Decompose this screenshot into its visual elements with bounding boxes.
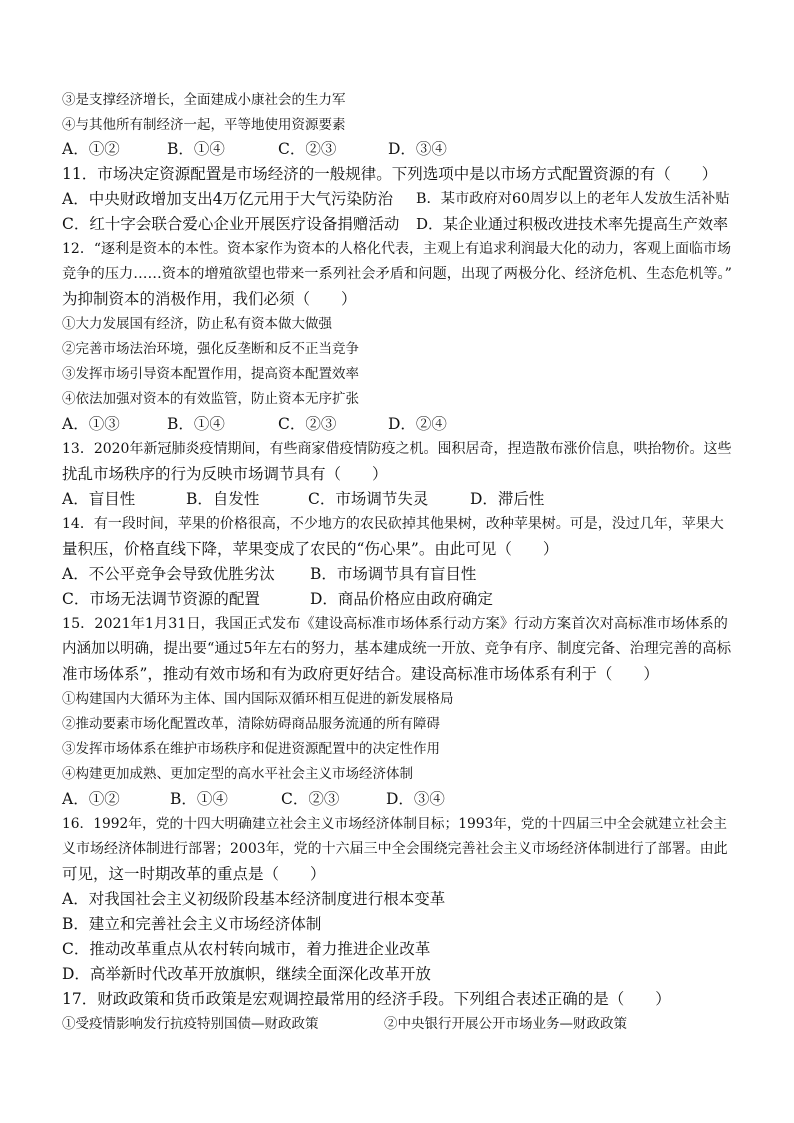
q16-option-b: B．建立和完善社会主义市场经济体制 bbox=[62, 915, 322, 933]
q11-options-row2 bbox=[62, 214, 742, 234]
q10-option-c: C．②③ bbox=[278, 140, 337, 158]
q12-statement-1: ①大力发展国有经济，防止私有资本做大做强 bbox=[62, 316, 332, 332]
q10-option-d: D．③④ bbox=[388, 140, 447, 158]
q16-stem-line3: 可见，这一时期改革的重点是（ ） bbox=[62, 865, 326, 883]
q16-option-a: A．对我国社会主义初级阶段基本经济制度进行根本变革 bbox=[62, 890, 446, 908]
q11-option-c: C．红十字会联合爱心企业开展医疗设备捐赠活动 bbox=[62, 215, 400, 233]
q12-statement-3: ③发挥市场引导资本配置作用，提高资本配置效率 bbox=[62, 366, 359, 382]
q12-stem-line2: 竞争的压力……资本的增殖欲望也带来一系列社会矛盾和问题，出现了两极分化、经济危机、生态危机等。” bbox=[62, 266, 732, 282]
q12-option-d: D．②④ bbox=[388, 415, 447, 433]
q12-option-a: A．①③ bbox=[62, 415, 120, 433]
q15-stem-line1: 15．2021年1月31日，我国正式发布《建设高标准市场体系行动方案》行动方案首次对高标准市场体系的 bbox=[62, 616, 728, 632]
q13-stem-line2: 扰乱市场秩序的行为反映市场调节具有（ ） bbox=[62, 465, 388, 483]
q10-statement-3: ③是支撑经济增长，全面建成小康社会的生力军 bbox=[62, 92, 346, 108]
q15-option-c: C．②③ bbox=[281, 790, 340, 808]
q15-statement-3: ③发挥市场体系在维护市场秩序和促进资源配置中的决定性作用 bbox=[62, 741, 440, 757]
q11-stem: 11．市场决定资源配置是市场经济的一般规律。下列选项中是以市场方式配置资源的有（ ） bbox=[62, 165, 718, 183]
q17-stem: 17．财政政策和货币政策是宏观调控最常用的经济手段。下列组合表述正确的是（ ） bbox=[62, 990, 671, 1008]
q14-option-d: D．商品价格应由政府确定 bbox=[310, 590, 493, 608]
q15-option-b: B．①④ bbox=[170, 790, 228, 808]
q16-stem-line2: 义市场经济体制进行部署；2003年，党的十六届三中全会围绕完善社会主义市场经济体制进行了部署。由此 bbox=[62, 841, 728, 857]
q13-option-d: D．滞后性 bbox=[470, 490, 545, 508]
q11-option-b: B．某市政府对60周岁以上的老年人发放生活补贴 bbox=[416, 191, 730, 207]
q16-option-c: C．推动改革重点从农村转向城市，着力推进企业改革 bbox=[62, 940, 431, 958]
q12-options bbox=[62, 414, 742, 434]
q14-stem-line1: 14．有一段时间，苹果的价格很高，不少地方的农民砍掉其他果树，改种苹果树。可是，没过几年，苹果大 bbox=[62, 516, 724, 532]
q14-option-a: A．不公平竞争会导致优胜劣汰 bbox=[62, 565, 275, 583]
q13-option-c: C．市场调节失灵 bbox=[308, 490, 429, 508]
q12-statement-2: ②完善市场法治环境，强化反垄断和反不正当竞争 bbox=[62, 341, 359, 357]
q15-statement-1: ①构建国内大循环为主体、国内国际双循环相互促进的新发展格局 bbox=[62, 691, 454, 707]
q15-option-a: A．①② bbox=[62, 790, 120, 808]
q10-options bbox=[62, 139, 742, 159]
q12-stem-line1: 12．“逐利是资本的本性。资本家作为资本的人格化代表，主观上有追求利润最大化的动力，客观上面临市场 bbox=[62, 241, 731, 257]
q15-options bbox=[62, 789, 742, 809]
q17-statement-1: ①受疫情影响发行抗疫特别国债—财政政策 bbox=[62, 1016, 319, 1032]
q10-option-a: A．①② bbox=[62, 140, 120, 158]
q15-stem-line3: 准市场体系”，推动有效市场和有为政府更好结合。建设高标准市场体系有利于（ ） bbox=[62, 665, 659, 683]
q12-stem-line3: 为抑制资本的消极作用，我们必须（ ） bbox=[62, 290, 357, 308]
q15-stem-line2: 内涵加以明确，提出要“通过5年左右的努力，基本建成统一开放、竞争有序、制度完备、治理完善的高标 bbox=[62, 641, 732, 657]
q11-option-d: D．某企业通过积极改进技术率先提高生产效率 bbox=[416, 215, 729, 233]
q15-statement-2: ②推动要素市场化配置改革，清除妨碍商品服务流通的所有障碍 bbox=[62, 716, 440, 732]
q15-statement-4: ④构建更加成熟、更加定型的高水平社会主义市场经济体制 bbox=[62, 766, 413, 782]
q16-stem-line1: 16．1992年，党的十四大明确建立社会主义市场经济体制目标；1993年，党的十四届三中全会就建立社会主 bbox=[62, 816, 727, 832]
q14-options-row1 bbox=[62, 564, 742, 584]
q13-stem-line1: 13．2020年新冠肺炎疫情期间，有些商家借疫情防疫之机。囤积居奇，捏造散布涨价信息，哄抬物价。这些 bbox=[62, 441, 732, 457]
q13-option-b: B．自发性 bbox=[186, 490, 260, 508]
q10-option-b: B．①④ bbox=[167, 140, 225, 158]
q14-stem-line2: 量积压，价格直线下降，苹果变成了农民的“伤心果”。由此可见（ ） bbox=[62, 540, 559, 558]
q13-option-a: A．盲目性 bbox=[62, 490, 136, 508]
q13-options bbox=[62, 489, 742, 509]
q12-statement-4: ④依法加强对资本的有效监管，防止资本无序扩张 bbox=[62, 391, 359, 407]
q16-option-d: D．高举新时代改革开放旗帜，继续全面深化改革开放 bbox=[62, 965, 431, 983]
q11-option-a: A．中央财政增加支出4万亿元用于大气污染防治 bbox=[62, 190, 394, 208]
q14-options-row2 bbox=[62, 589, 742, 609]
q15-option-d: D．③④ bbox=[386, 790, 445, 808]
q12-option-c: C．②③ bbox=[278, 415, 337, 433]
q10-statement-4: ④与其他所有制经济一起，平等地使用资源要素 bbox=[62, 117, 346, 133]
q17-statements bbox=[62, 1014, 742, 1034]
q14-option-c: C．市场无法调节资源的配置 bbox=[62, 590, 260, 608]
q17-statement-2: ②中央银行开展公开市场业务—财政政策 bbox=[384, 1016, 627, 1032]
q11-options-row1 bbox=[62, 189, 742, 209]
q12-option-b: B．①④ bbox=[167, 415, 225, 433]
q14-option-b: B．市场调节具有盲目性 bbox=[310, 565, 477, 583]
